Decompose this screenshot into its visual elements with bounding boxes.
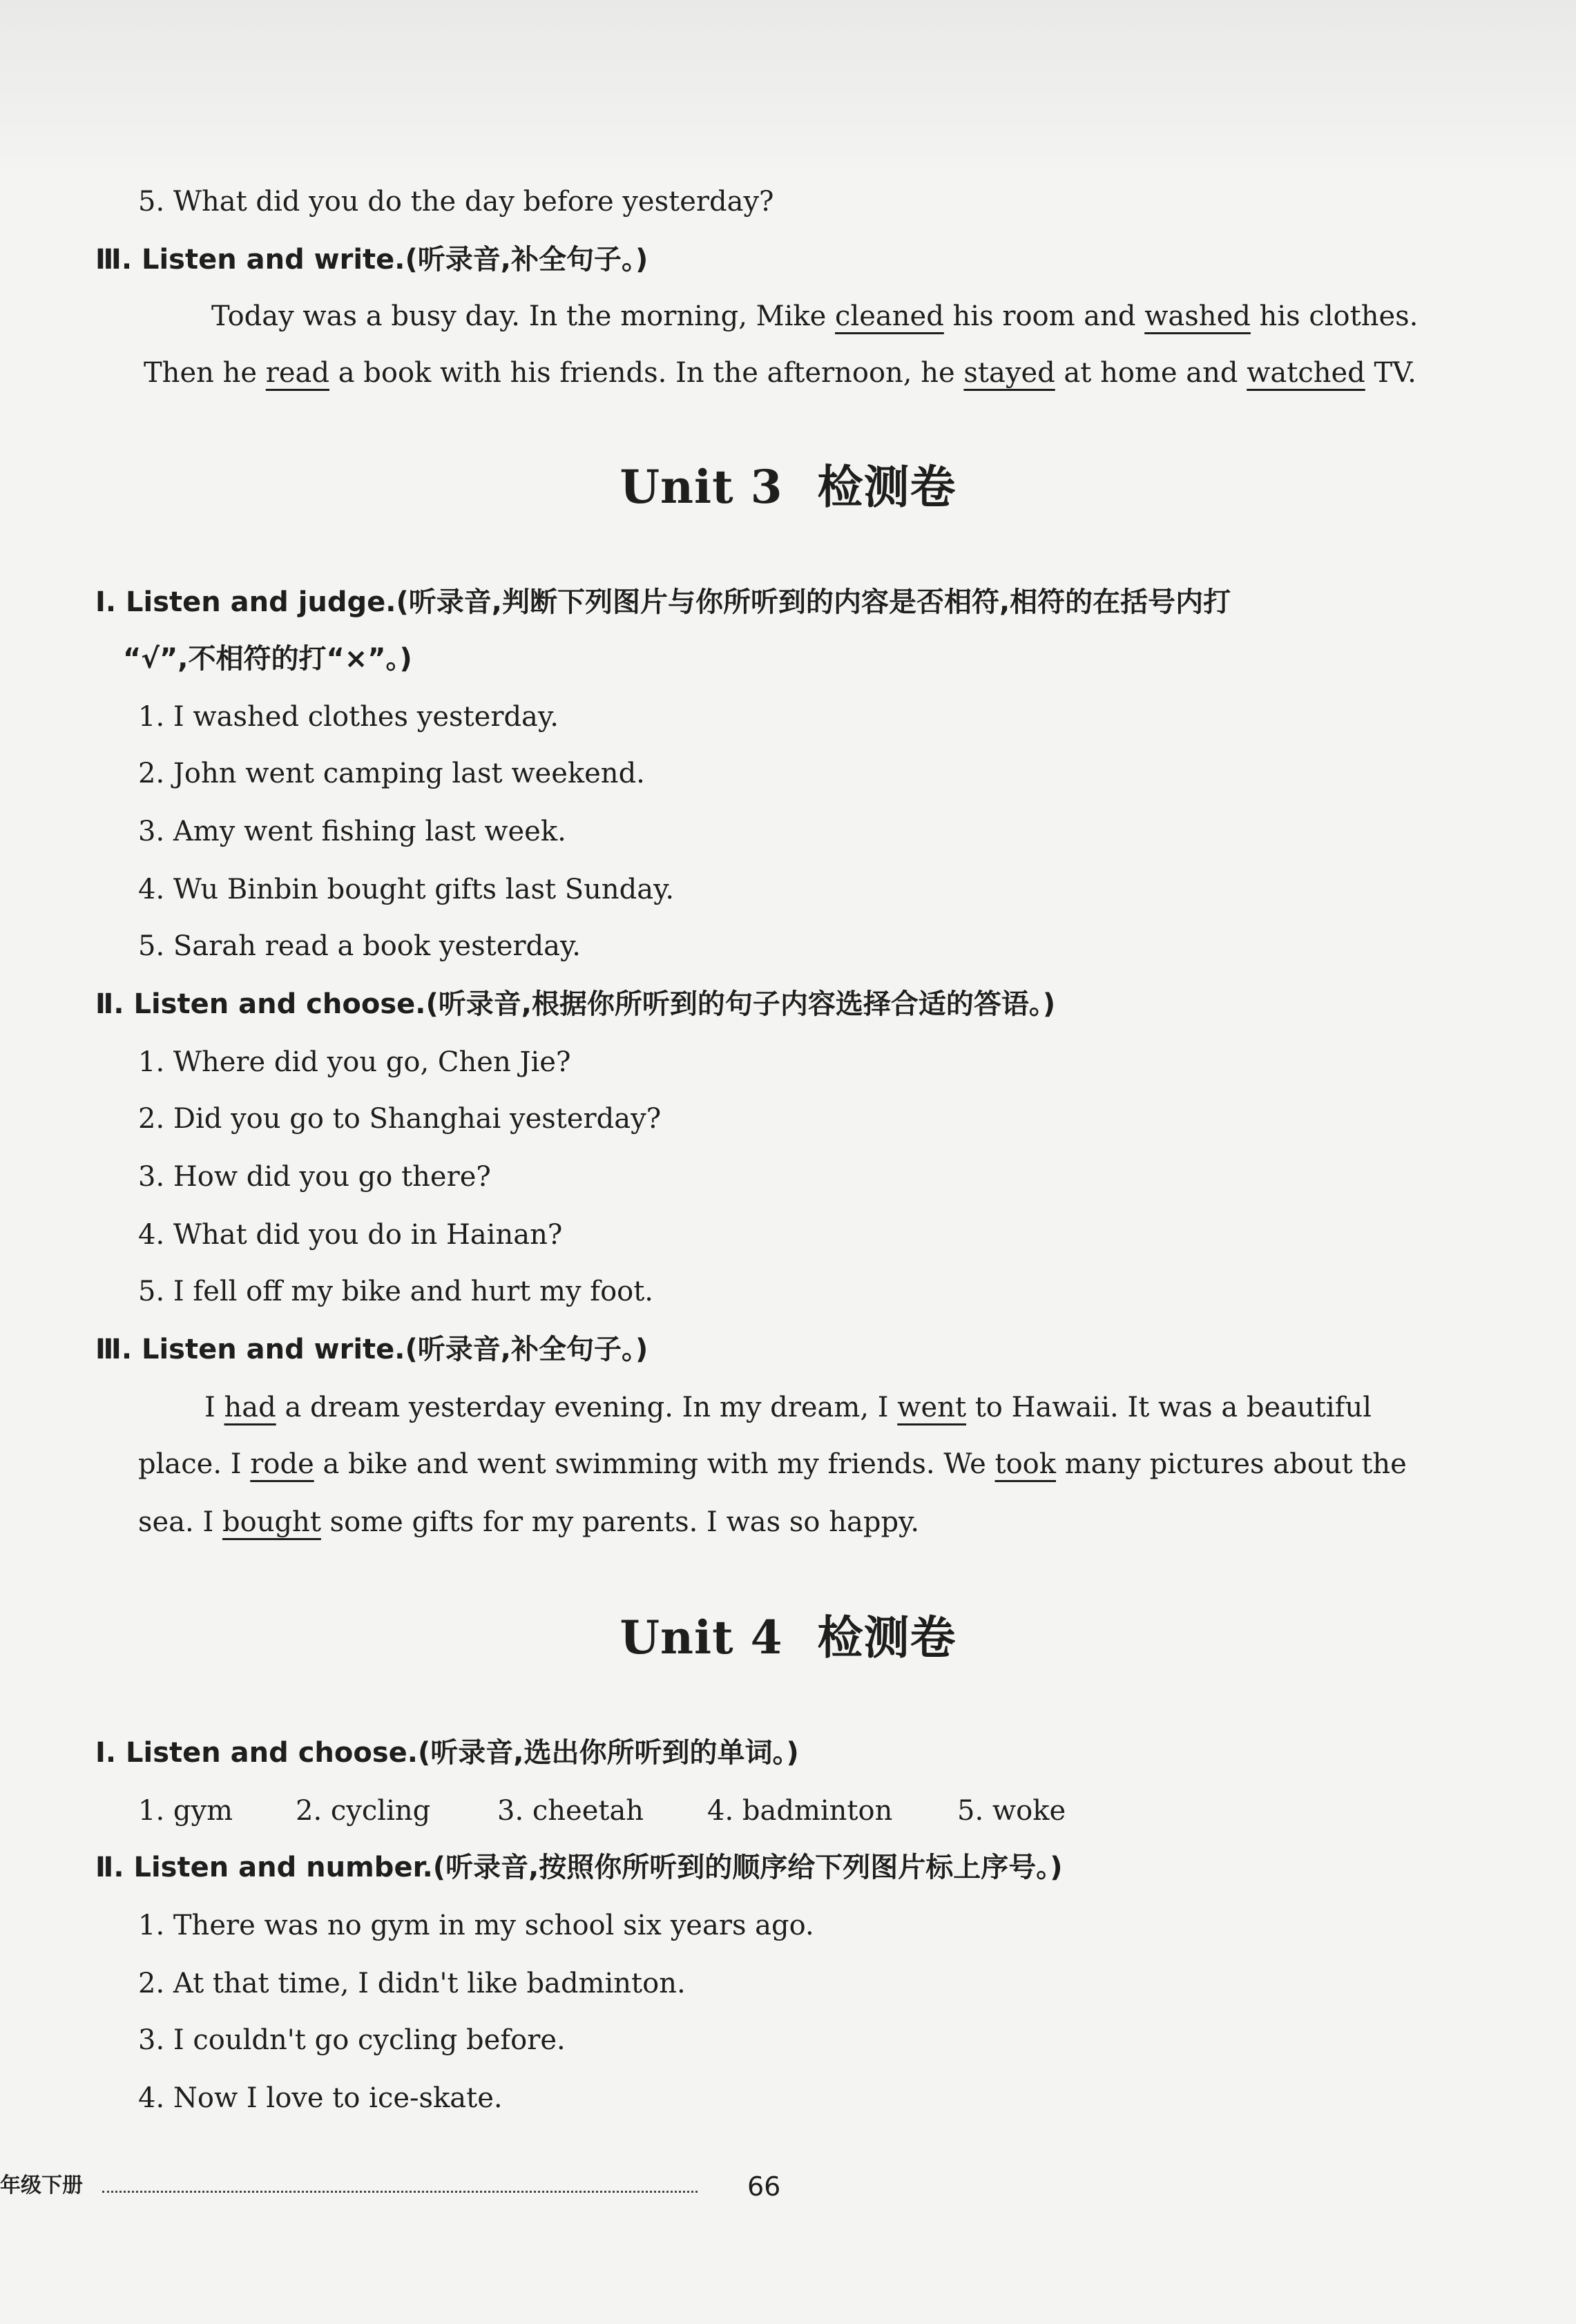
section-heading: Ⅲ. Listen and write.(听录音,补全句子。): [95, 244, 648, 276]
list-item: 3. How did you go there?: [138, 1161, 491, 1193]
list-item: 1. I washed clothes yesterday.: [138, 701, 559, 733]
section-heading: Ⅱ. Listen and number.(听录音,按照你所听到的顺序给下列图片标上序号。): [95, 1852, 1063, 1883]
list-item: 3. Amy went fishing last week.: [138, 816, 566, 847]
section-heading: Ⅰ. Listen and judge.(听录音,判断下列图片与你所听到的内容是否相符,相符的在括号内打: [95, 586, 1231, 618]
page-number: 66: [747, 2171, 781, 2202]
list-item: 1. There was no gym in my school six years ago.: [138, 1910, 814, 1941]
list-item: 2. At that time, I didn't like badminton.: [138, 1968, 686, 1999]
answer-word: had: [224, 1392, 276, 1423]
answer-word: cleaned: [835, 300, 944, 332]
unit-title: Unit 3 检测卷: [619, 460, 957, 514]
section-heading: Ⅰ. Listen and choose.(听录音,选出你所听到的单词。): [95, 1737, 799, 1769]
word-option: 1. gym: [138, 1795, 233, 1827]
list-item: 5. What did you do the day before yesterday?: [138, 186, 774, 218]
list-item: 2. Did you go to Shanghai yesterday?: [138, 1103, 662, 1135]
answer-word: stayed: [963, 357, 1055, 389]
word-option: 5. woke: [957, 1795, 1066, 1827]
footer-divider: [102, 2191, 698, 2193]
word-option: 3. cheetah: [497, 1795, 644, 1827]
word-option: 4. badminton: [707, 1795, 893, 1827]
paragraph-line: place. I rode a bike and went swimming with my friends. We took many pictures about the: [138, 1448, 1407, 1480]
answer-word: washed: [1144, 300, 1251, 332]
section-heading-continued: “√”,不相符的打“×”。): [123, 643, 412, 675]
answer-word: bought: [222, 1506, 321, 1538]
answer-word: went: [897, 1392, 967, 1423]
list-item: 5. Sarah read a book yesterday.: [138, 930, 581, 962]
list-item: 3. I couldn't go cycling before.: [138, 2024, 566, 2056]
list-item: 2. John went camping last weekend.: [138, 758, 645, 789]
page-top-shade: [0, 0, 1576, 180]
answer-word: watched: [1247, 357, 1365, 389]
answer-word: read: [265, 357, 329, 389]
list-item: 4. Now I love to ice-skate.: [138, 2082, 503, 2114]
section-heading: Ⅱ. Listen and choose.(听录音,根据你所听到的句子内容选择合适的答语。): [95, 988, 1056, 1020]
unit-title: Unit 4 检测卷: [619, 1611, 957, 1664]
word-option: 2. cycling: [296, 1795, 431, 1827]
word-options: [138, 1790, 1066, 1832]
list-item: 4. What did you do in Hainan?: [138, 1219, 563, 1251]
answer-word: took: [994, 1448, 1056, 1480]
section-heading: Ⅲ. Listen and write.(听录音,补全句子。): [95, 1334, 648, 1365]
list-item: 5. I fell off my bike and hurt my foot.: [138, 1276, 654, 1307]
list-item: 1. Where did you go, Chen Jie?: [138, 1046, 571, 1078]
paragraph-line: I had a dream yesterday evening. In my dream, I went to Hawaii. It was a beautiful: [204, 1392, 1372, 1423]
paragraph-line: sea. I bought some gifts for my parents. I was so happy.: [138, 1506, 920, 1538]
paragraph-line: Today was a busy day. In the morning, Mike cleaned his room and washed his clothes.: [211, 300, 1419, 332]
book-label: 年级下册: [0, 2173, 83, 2198]
list-item: 4. Wu Binbin bought gifts last Sunday.: [138, 874, 675, 905]
paragraph-line: Then he read a book with his friends. In the afternoon, he stayed at home and watched TV.: [144, 357, 1416, 389]
answer-word: rode: [250, 1448, 314, 1480]
